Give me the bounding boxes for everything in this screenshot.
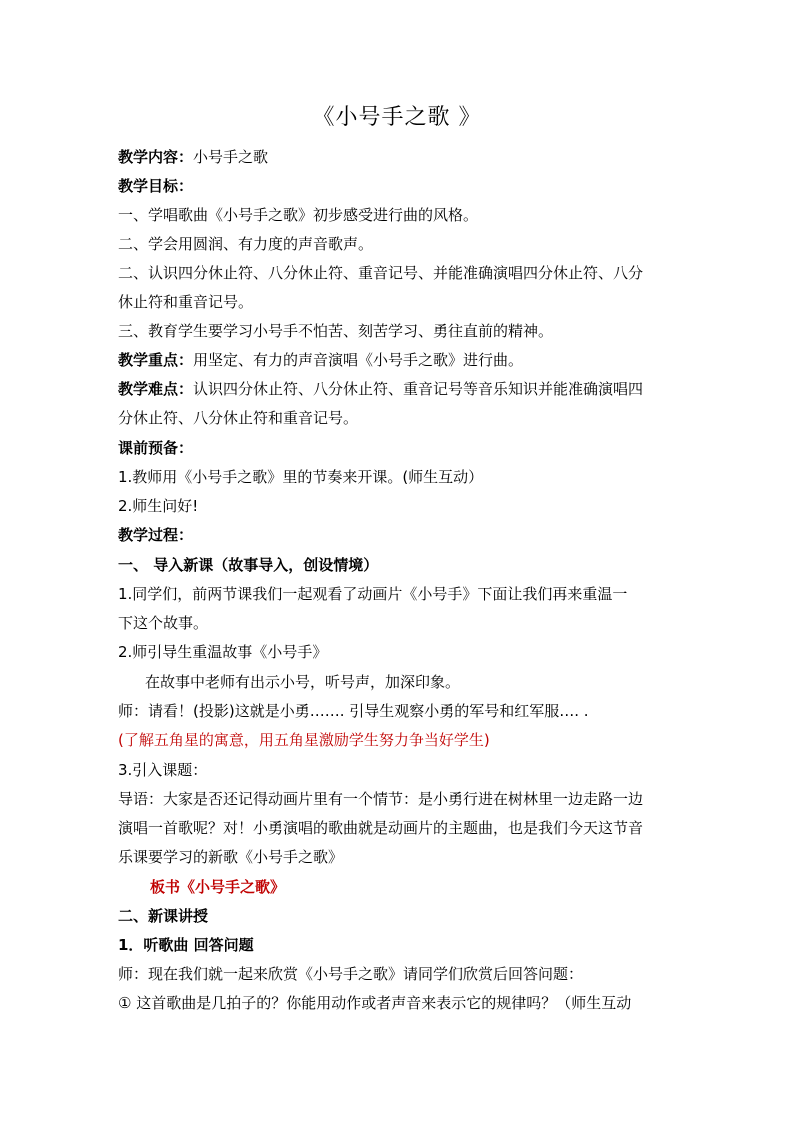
preparation-heading: 课前预备： xyxy=(118,439,194,457)
blackboard-title: 板书《小号手之歌》 xyxy=(150,878,286,896)
step-1-text: 1.同学们，前两节课我们一起观看了动画片《小号手》下面让我们再来重温一 xyxy=(118,585,628,603)
goal-item-2: 二、学会用圆润、有力度的声音歌声。 xyxy=(118,235,374,253)
teaching-difficulty-label: 教学难点： xyxy=(118,380,194,398)
teacher-line: 师：请看！(投影)这就是小勇……. 引导生观察小勇的军号和红军服…. . xyxy=(118,702,589,720)
teaching-focus-label: 教学重点： xyxy=(118,351,194,369)
teaching-process-heading: 教学过程： xyxy=(118,526,194,544)
section-2-heading: 二、新课讲授 xyxy=(118,907,209,925)
teaching-goals-heading: 教学目标： xyxy=(118,177,194,195)
goal-item-1: 一、学唱歌曲《小号手之歌》初步感受进行曲的风格。 xyxy=(118,206,479,224)
step-1-continued: 下这个故事。 xyxy=(118,614,209,632)
subsection-1-heading: 1．听歌曲 回答问题 xyxy=(118,936,254,954)
question-1: ① 这首歌曲是几拍子的？你能用动作或者声音来表示它的规律吗？（师生互动 xyxy=(118,994,632,1012)
teaching-focus-line xyxy=(118,350,688,370)
preparation-item-1: 1.教师用《小号手之歌》里的节奏来开课。(师生互动） xyxy=(118,468,484,486)
intro-speech-line-1: 导语：大家是否还记得动画片里有一个情节：是小勇行进在树林里一边走路一边 xyxy=(118,790,644,808)
teaching-difficulty-line xyxy=(118,379,688,399)
teaching-content-text: 小号手之歌 xyxy=(193,148,269,166)
step-3-text: 3.引入课题： xyxy=(118,761,208,779)
step-2-detail: 在故事中老师有出示小号，听号声，加深印象。 xyxy=(145,673,461,691)
step-2-text: 2.师引导生重温故事《小号手》 xyxy=(118,643,328,661)
goal-item-4: 三、教育学生要学习小号手不怕苦、刻苦学习、勇往直前的精神。 xyxy=(118,322,554,340)
section-1-heading: 一、 导入新课（故事导入，创设情境） xyxy=(118,556,379,574)
teaching-content-line xyxy=(118,147,688,167)
teaching-difficulty-text: 认识四分休止符、八分休止符、重音记号等音乐知识并能准确演唱四 xyxy=(193,380,644,398)
intro-speech-line-2: 演唱一首歌呢？对！小勇演唱的歌曲就是动画片的主题曲，也是我们今天这节音 xyxy=(118,819,644,837)
intro-speech-line-3: 乐课要学习的新歌《小号手之歌》 xyxy=(118,848,344,866)
teaching-difficulty-continued: 分休止符、八分休止符和重音记号。 xyxy=(118,409,359,427)
star-meaning-note: (了解五角星的寓意，用五角星激励学生努力争当好学生) xyxy=(118,731,490,749)
teaching-focus-text: 用坚定、有力的声音演唱《小号手之歌》进行曲。 xyxy=(193,351,524,369)
preparation-item-2: 2.师生问好! xyxy=(118,497,199,515)
page-title: 《小号手之歌 》 xyxy=(312,105,482,130)
goal-item-3: 二、认识四分休止符、八分休止符、重音记号、并能准确演唱四分休止符、八分 xyxy=(118,264,644,282)
teaching-content-label: 教学内容： xyxy=(118,148,194,166)
teacher-instruction: 师：现在我们就一起来欣赏《小号手之歌》请同学们欣赏后回答问题： xyxy=(118,965,584,983)
goal-item-3-continued: 休止符和重音记号。 xyxy=(118,293,254,311)
